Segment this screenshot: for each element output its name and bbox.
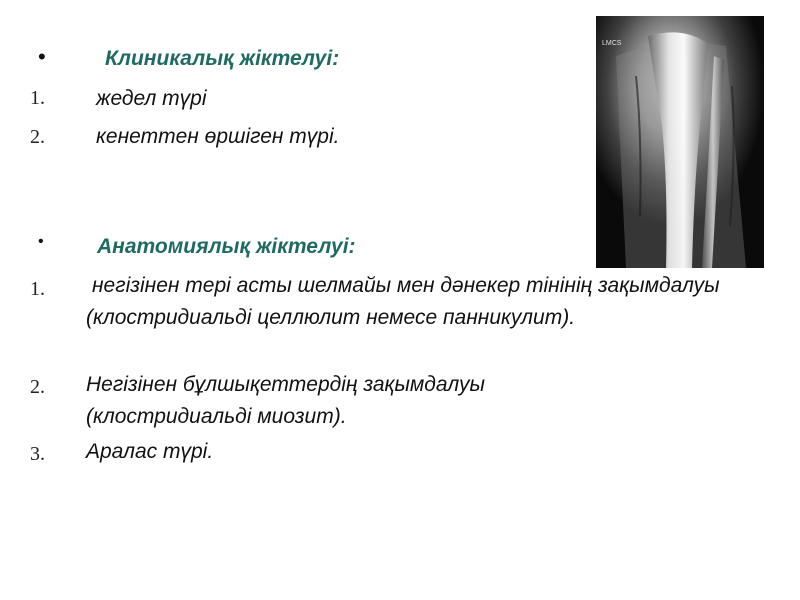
- list-item-text: кенеттен өршіген түрі.: [96, 125, 340, 148]
- list-item-text: жедел түрі: [96, 87, 207, 110]
- xray-label: LMCS: [602, 40, 622, 47]
- list-item-text: негізінен тері асты шелмайы мен дәнекер тінінің зақымдалуы (клостридиальді целлюлит немесе панникулит).: [86, 274, 720, 329]
- list-item-text: Аралас түрі.: [86, 440, 214, 463]
- list-number: 2.: [30, 376, 45, 398]
- xray-image: [596, 16, 764, 268]
- bullet-marker: •: [38, 44, 46, 69]
- anatomical-classification-heading: Анатомиялық жіктелуі:: [97, 235, 356, 258]
- clinical-classification-heading: Клиникалық жіктелуі:: [105, 47, 340, 70]
- list-item-text: Негізінен бұлшықеттердің зақымдалуы (клостридиальді миозит).: [86, 373, 485, 428]
- list-number: 2.: [30, 126, 45, 148]
- list-number: 3.: [30, 443, 45, 465]
- list-number: 1.: [30, 87, 45, 109]
- bullet-marker: •: [38, 233, 44, 250]
- list-number: 1.: [30, 278, 45, 300]
